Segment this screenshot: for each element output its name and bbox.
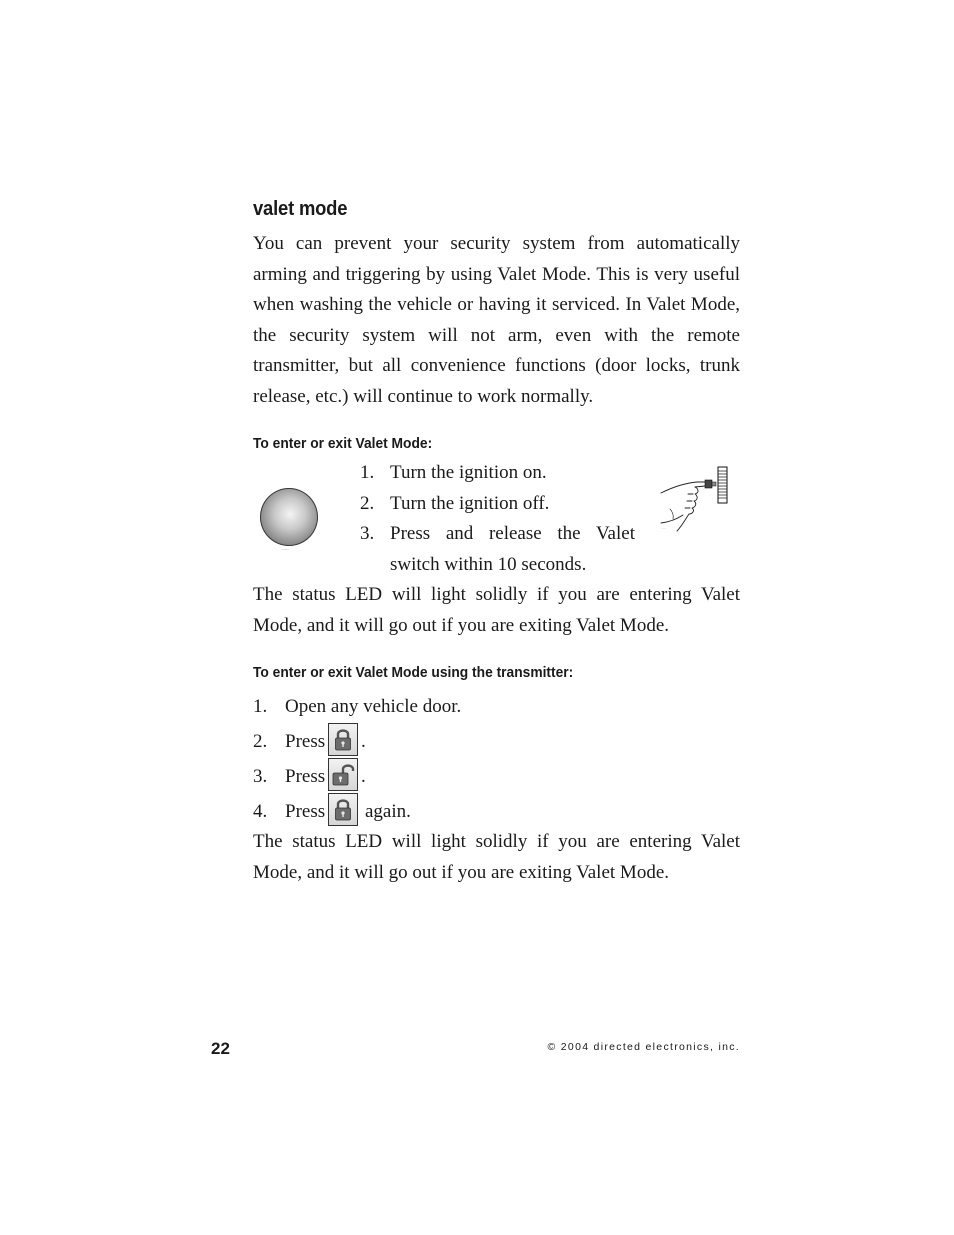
switch-method-heading: To enter or exit Valet Mode: [253,435,433,452]
lock-icon [328,793,358,826]
step-text-after: . [361,731,366,752]
copyright-notice: © 2004 directed electronics, inc. [547,1041,740,1053]
step-number: 2. [360,492,375,514]
step-text: Press and release the Valet [390,523,635,545]
section-title: valet mode [253,198,348,220]
lock-icon [328,723,358,756]
step-number: 1. [253,696,268,717]
step-text: Press [285,801,326,822]
page-number: 22 [211,1039,230,1058]
step-text-after: . [361,766,366,787]
transmitter-method-heading: To enter or exit Valet Mode using the transmitter: [253,664,574,681]
step-text-after: again. [365,801,411,822]
step-text: Open any vehicle door. [285,696,462,717]
step-number: 2. [253,731,268,752]
step-number: 1. [360,462,375,483]
intro-paragraph: You can prevent your security system from automatically arming and triggering by using Valet Mode. This is very useful when washing the vehicle or having it serviced. In Valet Mode, the security system will not arm, even with the remote transmitter, but all convenience functions (door locks, trunk release, etc.) will continue to work normally. [253,233,740,407]
switch-status-paragraph: The status LED will light solidly if you are entering Valet Mode, and it will go out if you are exiting Valet Mode. [253,584,740,636]
led-caption: ····· [282,547,289,552]
step-text: Turn the ignition on. [390,462,547,483]
step-text: Press [285,766,326,787]
step-text: Turn the ignition off. [390,492,550,514]
status-led-image [260,488,318,546]
unlock-icon [328,758,358,791]
switch-steps-list [360,458,635,580]
step-number: 3. [360,523,375,545]
step-text-continued: switch within 10 seconds. [390,553,587,575]
list-item [360,519,635,580]
hand-pressing-switch-icon [655,465,735,535]
list-item [360,489,635,520]
step-number: 3. [253,766,268,787]
step-number: 4. [253,801,268,822]
transmitter-status-paragraph: The status LED will light solidly if you are entering Valet Mode, and it will go out if you are exiting Valet Mode. [253,831,740,883]
step-text: Press [285,731,326,752]
svg-text:·····: ····· [661,526,666,530]
list-item [360,458,635,489]
